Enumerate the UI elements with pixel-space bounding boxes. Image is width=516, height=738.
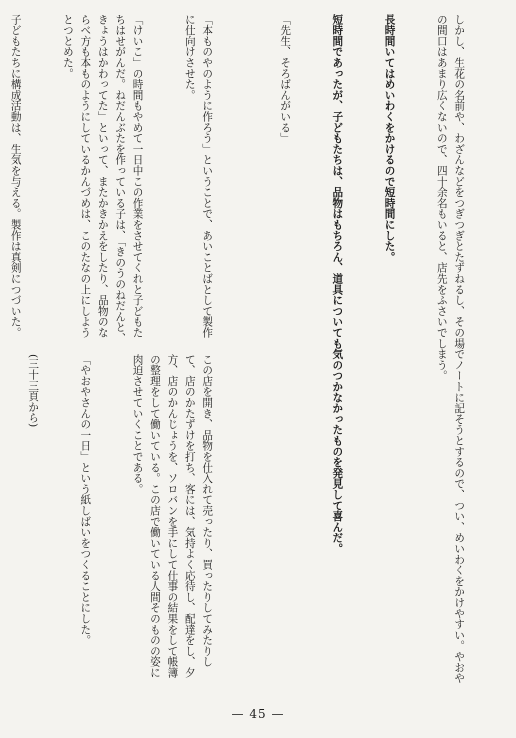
top-left-text-column	[10, 14, 250, 346]
paragraph: しかし、生花の名前や、わざんなどをつぎつぎとたずねるし、その場でノートに記そうとするので、つい、めいわくをかけやすい。やおやの間口はあまり広くないので、四十余名もいると、店先をふさいでしまう。	[435, 14, 466, 684]
paragraph: 子どもたちに構成活動は、生気を与える。製作は真剣につづいた。	[10, 14, 22, 338]
paragraph: 長時間いてはめいわくをかけるので短時間にした。	[383, 14, 396, 263]
paragraph: 「けいこ」の時間もやめて一日中この作業をさせてくれと子どもたちはせがんだ。ねだんぶたを作っている子は、「きのうのねだんと、きょうはかわってた」といって、またかきかえをしたり、品物のならべ方も本ものようにしているかんづめは、このたなの上にしようとつとめた。	[61, 14, 144, 344]
paragraph: 「先生、そろばんがいる」	[279, 14, 292, 144]
paragraph: この店を開き、品物を仕入れて売ったり、買ったりしてみたりして、店のかたずけを打ち、客には、気持よく応待し、配達をし、夕方、店のかんじょうを、ソロバンを手にして仕事の結果をして帳簿の整理をして働いている。この店で働いている人間そのものの姿に肉迫させていくことである。	[131, 354, 214, 678]
bottom-left-text-column	[10, 354, 250, 684]
page-number: — 45 —	[231, 707, 285, 721]
paragraph: 短時間であったが、子どもたちは、品物はもちろん、道具についても気のつかなかったものを発見して喜んだ。	[331, 14, 344, 554]
paragraph: (三十三頁から)	[27, 354, 40, 428]
paragraph: 「やおやさんの一日」という紙しばいをつくることにした。	[79, 354, 92, 646]
right-text-column	[262, 14, 502, 684]
paragraph: 「本ものやのように作ろう」ということで、あいことばとして製作に仕向けさせた。	[183, 14, 214, 338]
